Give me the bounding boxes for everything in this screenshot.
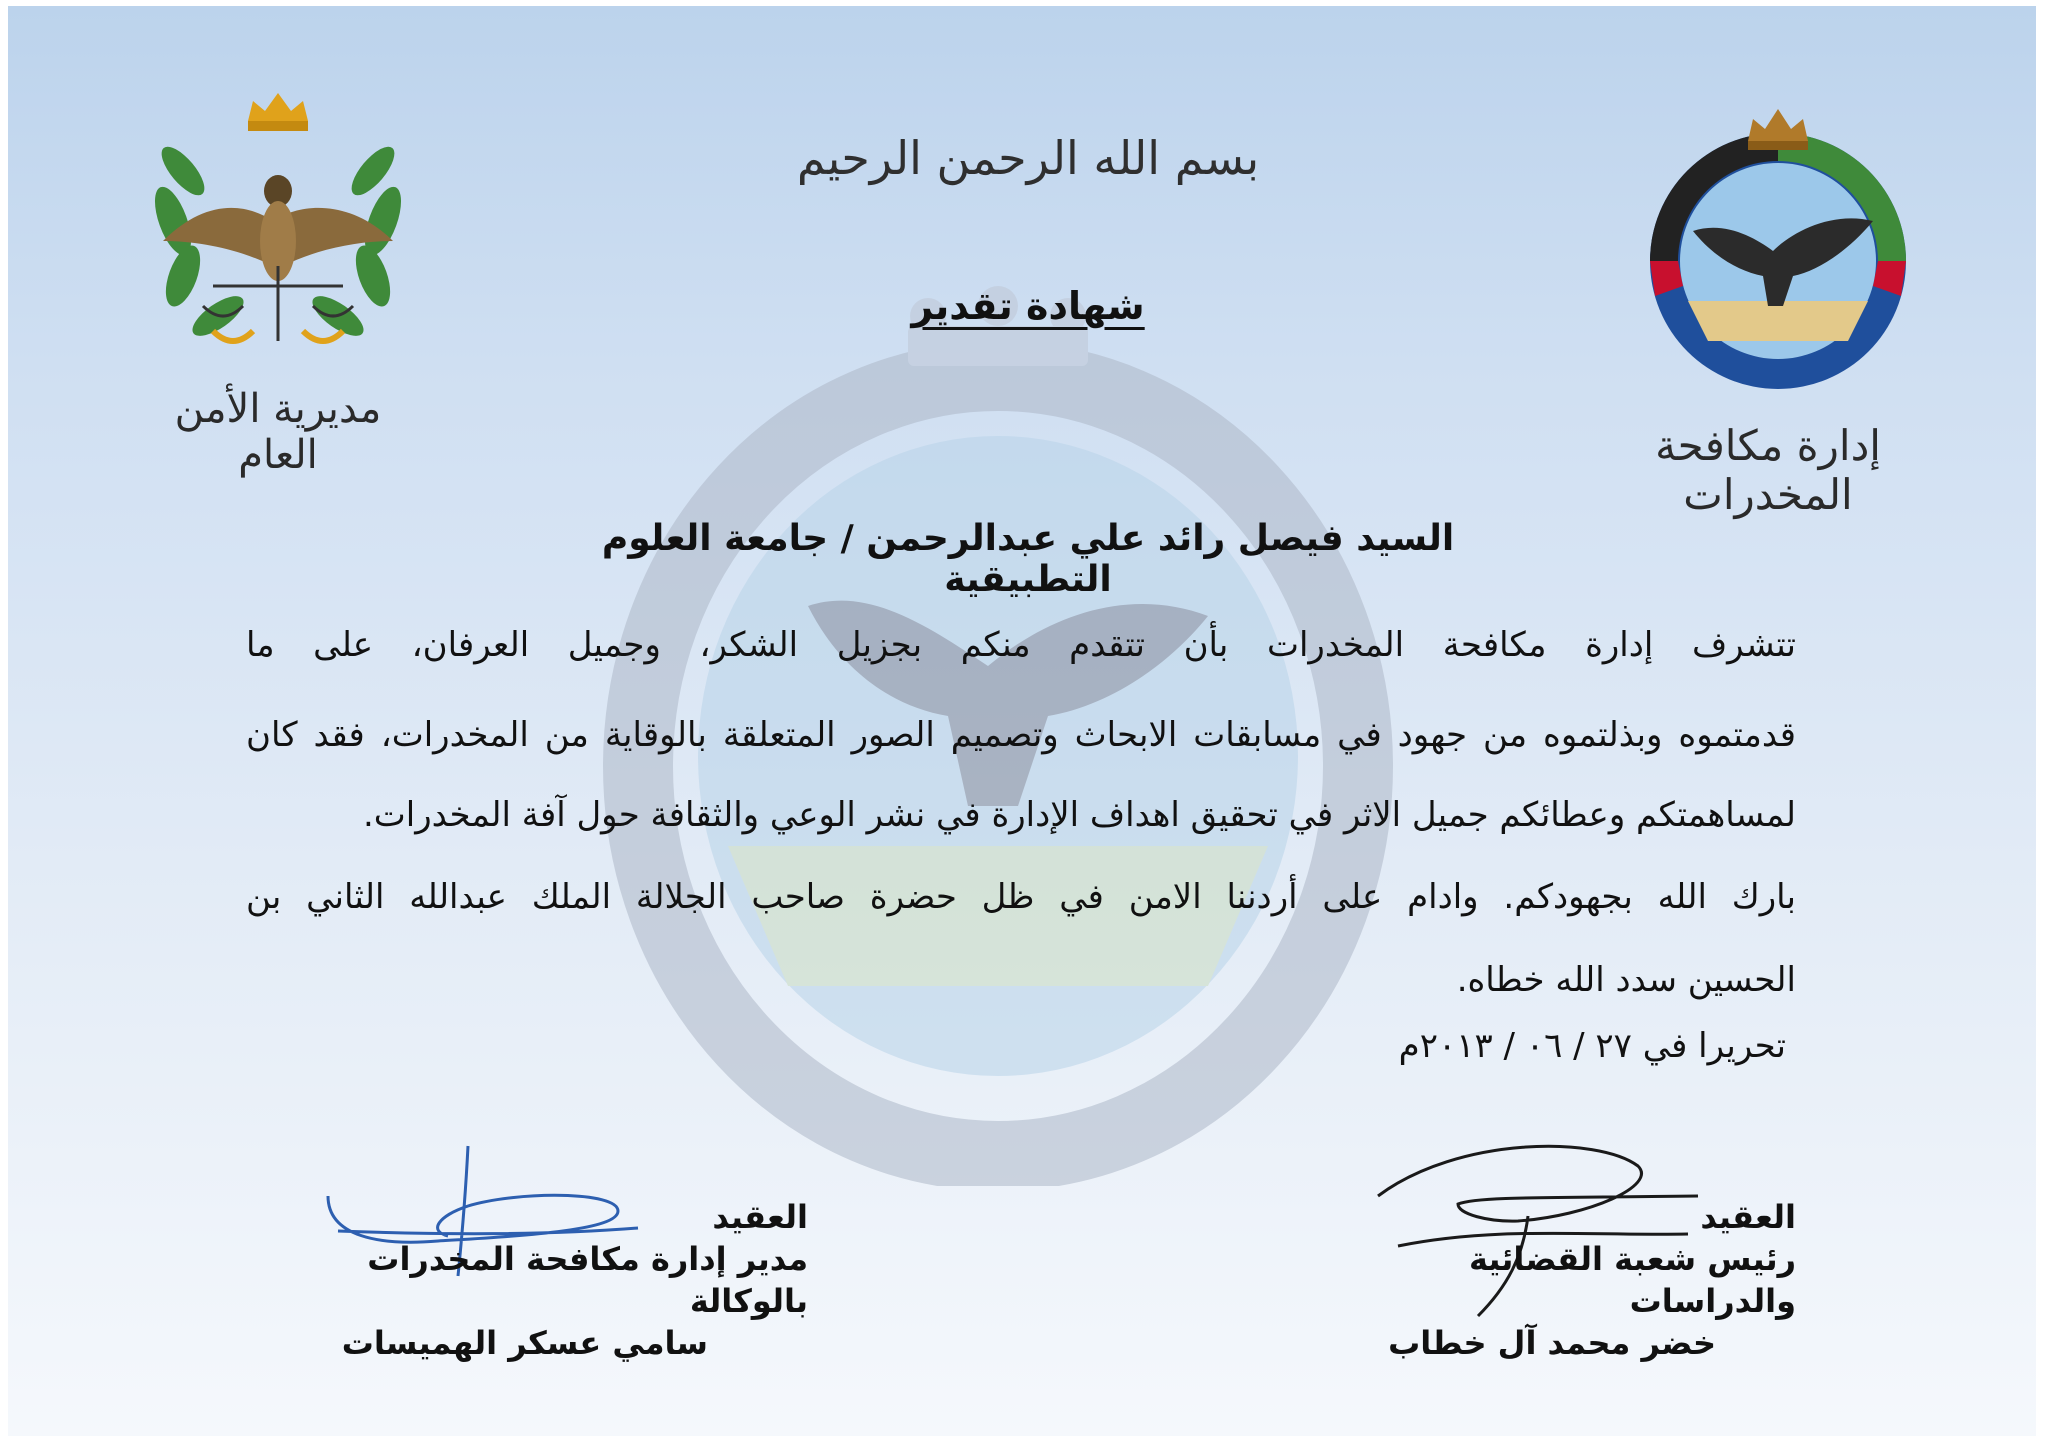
left-logo-caption: مديرية الأمن العام [174,386,382,478]
right-signatory-name: خضر محمد آل خطاب [1388,1324,1716,1362]
right-signatory-rank: العقيد [1700,1198,1796,1236]
right-signatory-role: رئيس شعبة القضائية والدراسات [1468,1240,1796,1320]
body-line-4: بارك الله بجهودكم. وادام على أردننا الامن في ظل حضرة صاحب الجلالة الملك عبدالله الثاني بن [246,877,1796,917]
crown-icon [248,93,308,131]
body-line-3: لمساهمتكم وعطائكم جميل الاثر في تحقيق اهداف الإدارة في نشر الوعي والثقافة حول آفة المخدرات. [362,795,1796,835]
public-security-emblem [143,91,413,361]
basmala: بسم الله الرحمن الرحيم [796,131,1260,185]
certificate-title: شهادة تقدير [911,284,1145,328]
left-signatory [288,1196,808,1364]
left-signatory-role: مدير إدارة مكافحة المخدرات بالوكالة [367,1240,808,1320]
recipient-line: السيد فيصل رائد علي عبدالرحمن / جامعة العلوم التطبيقية [601,518,1455,600]
right-logo-caption: إدارة مكافحة المخدرات [1655,421,1881,519]
crown-icon [1748,109,1808,150]
left-signatory-rank: العقيد [712,1198,808,1236]
issue-date: تحريرا في ٢٧ / ٠٦ / ٢٠١٣م [1398,1026,1786,1066]
certificate-page [8,6,2036,1436]
body-line-1: تتشرف إدارة مكافحة المخدرات بأن تتقدم منكم بجزيل الشكر، وجميل العرفان، على ما [246,625,1796,665]
anti-narcotics-seal [1633,101,1923,391]
right-signatory [1296,1196,1796,1364]
left-signatory-name: سامي عسكر الهميسات [341,1324,708,1362]
body-line-2: قدمتموه وبذلتموه من جهود في مسابقات الابحاث وتصميم الصور المتعلقة بالوقاية من المخدرات، فقد كان [246,715,1796,755]
body-line-5: الحسين سدد الله خطاه. [1456,960,1796,1000]
